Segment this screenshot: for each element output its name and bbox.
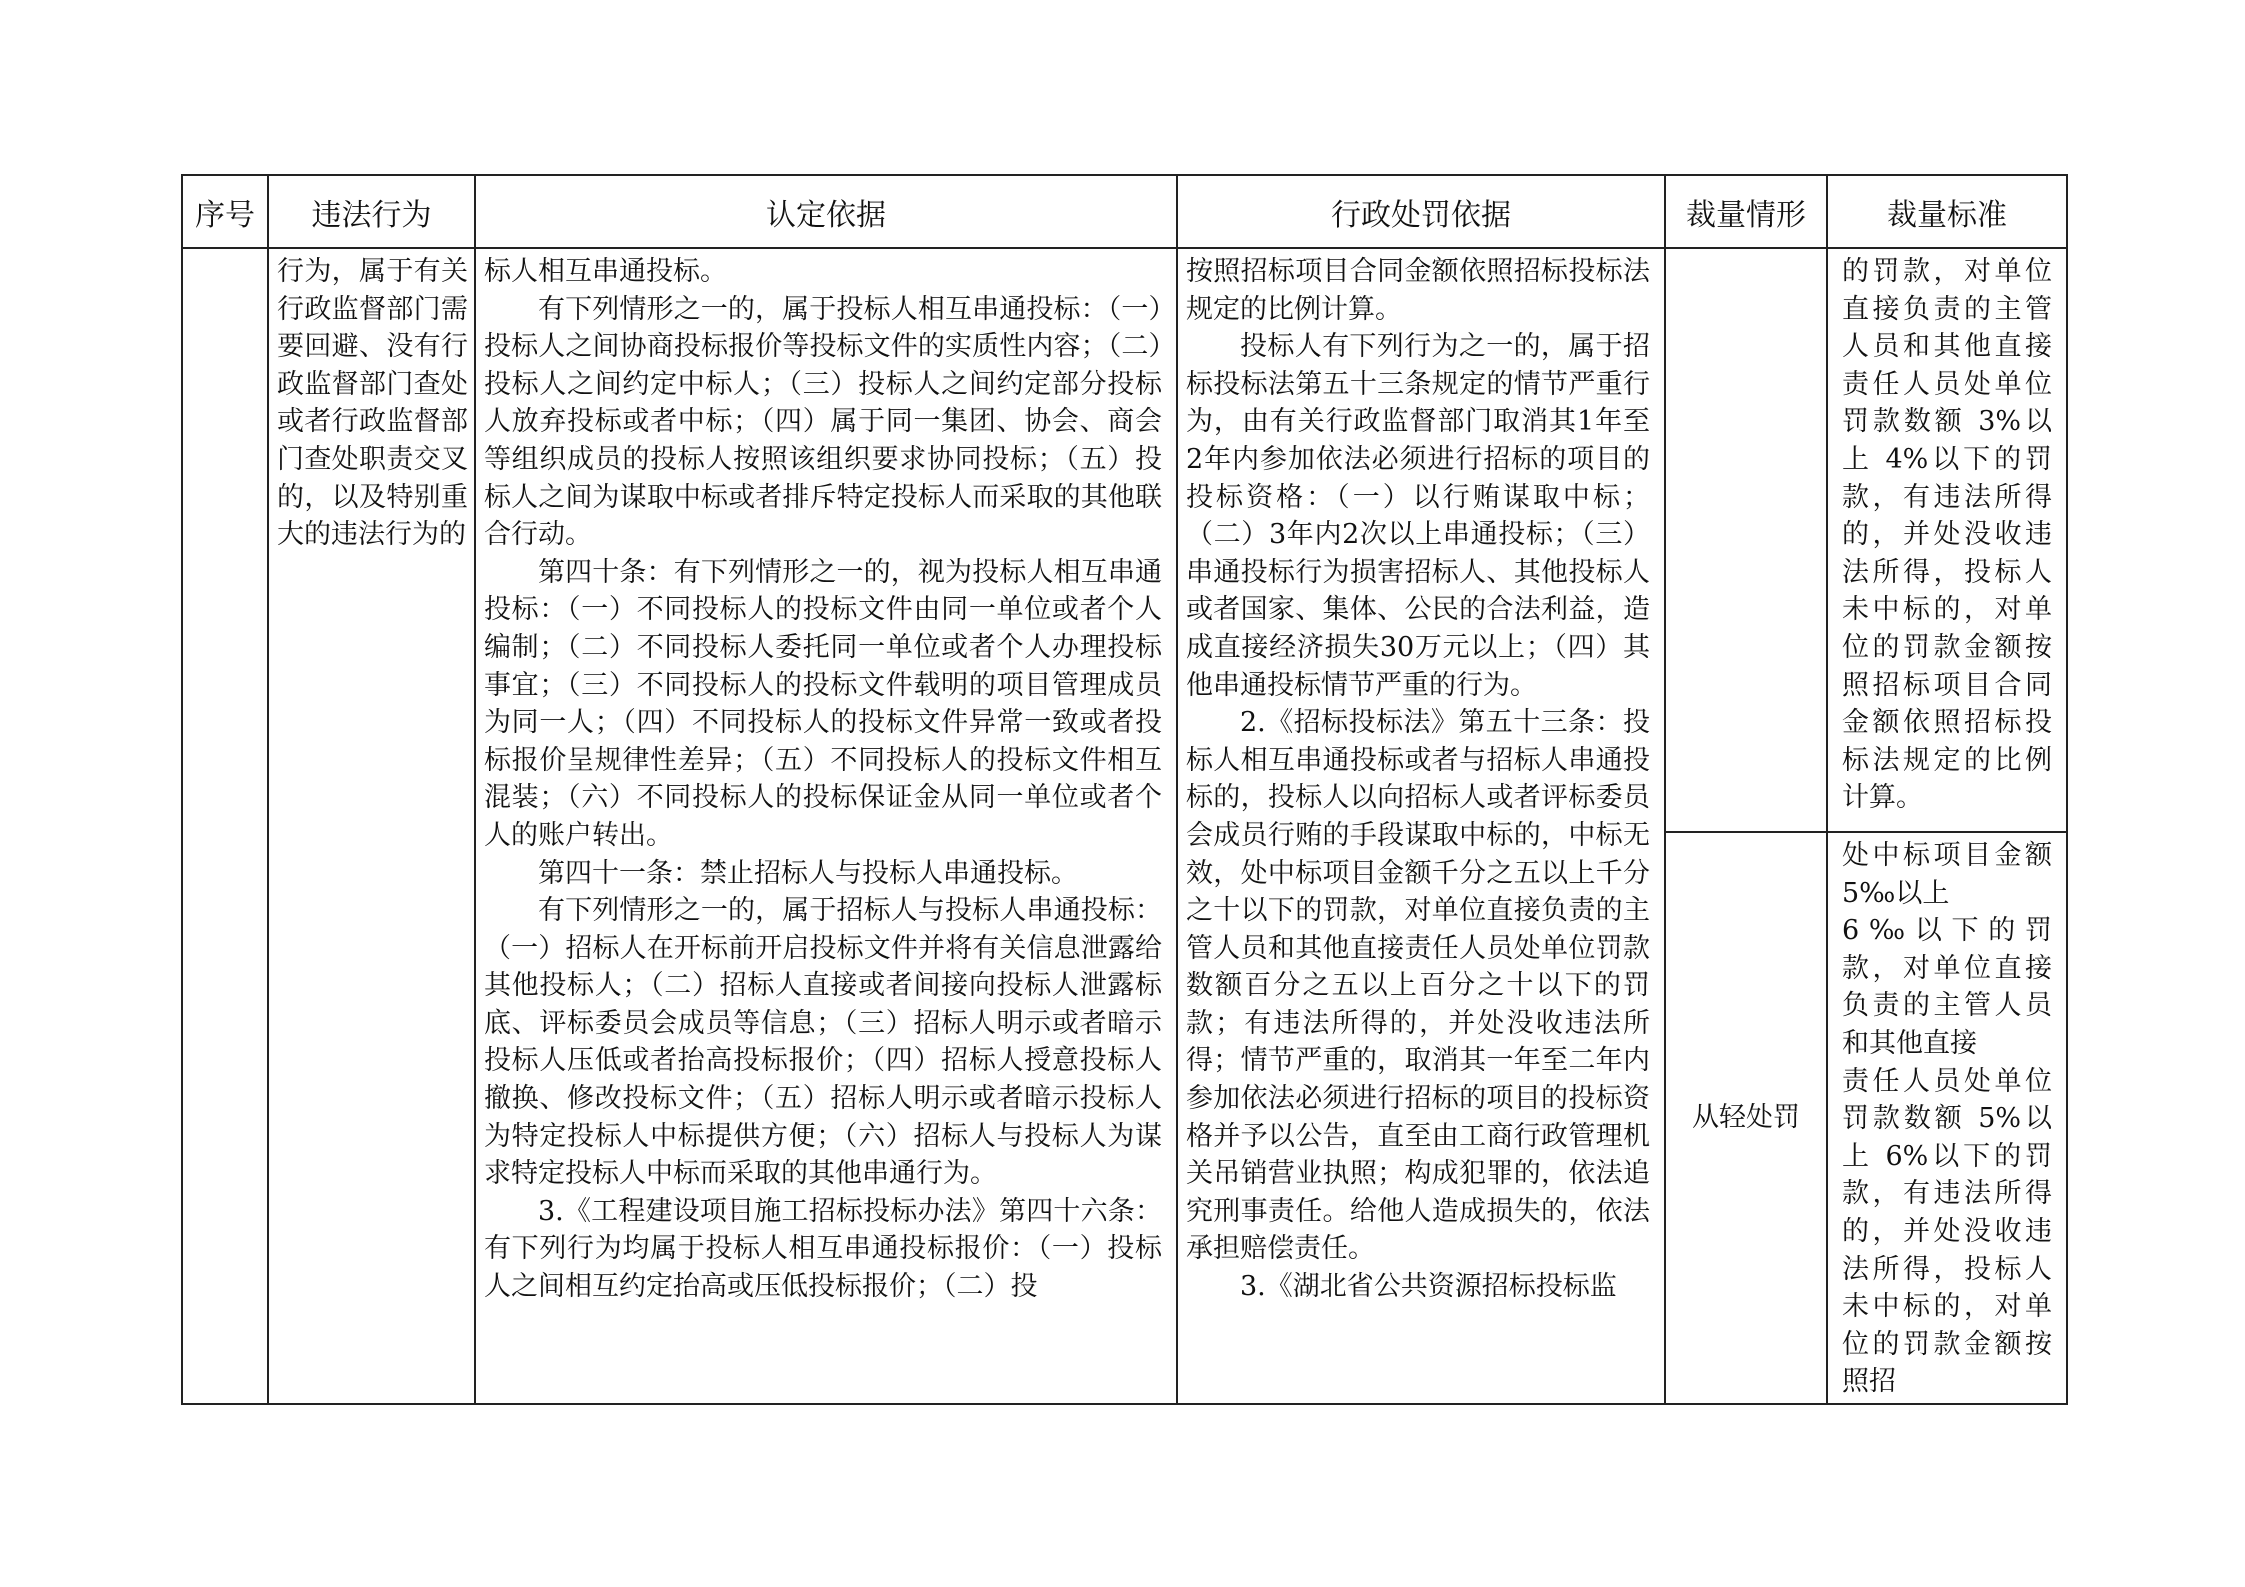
basis-paragraph: 标人相互串通投标。	[484, 256, 727, 287]
standard-bottom-line: 处中标项目金额 5‰以上	[1842, 840, 2052, 909]
penalty-paragraph: 3.《湖北省公共资源招标投标监	[1240, 1271, 1617, 1303]
cell-situation-mitigated: 从轻处罚	[1665, 832, 1827, 1404]
header-penalty-basis: 行政处罚依据	[1177, 175, 1665, 248]
penalty-discretion-table	[181, 174, 2068, 1405]
standard-bottom-line: 6‰以下的罚款，对单位直接负责的主管人员和其他直接	[1842, 915, 2052, 1059]
cell-situation-top	[1665, 248, 1827, 832]
basis-paragraph: 第四十条：有下列情形之一的，视为投标人相互串通投标：（一）不同投标人的投标文件由同一单位或者个人编制；（二）不同投标人委托同一单位或者个人办理投标事宜；（三）不同投标人的投标文件载明的项目管理成员为同一人；（四）不同投标人的投标文件异常一致或者投标报价呈规律性差异；（五）不同投标人的投标文件相互混装；（六）不同投标人的投标保证金从同一单位或者个人的账户转出。	[484, 556, 1162, 851]
header-basis: 认定依据	[475, 175, 1177, 248]
cell-seq	[182, 248, 268, 1404]
cell-penalty-basis	[1177, 248, 1665, 1404]
basis-paragraph: 有下列情形之一的，属于投标人相互串通投标：（一）投标人之间协商投标报价等投标文件的实质性内容；（二）投标人之间约定中标人；（三）投标人之间约定部分投标人放弃投标或者中标；（四）属于同一集团、协会、商会等组织成员的投标人按照该组织要求协同投标；（五）投标人之间为谋取中标或者排斥特定投标人而采取的其他联合行动。	[484, 293, 1162, 551]
header-situation: 裁量情形	[1665, 175, 1827, 248]
cell-standard-top	[1827, 248, 2067, 832]
cell-basis	[475, 248, 1177, 1404]
table-row	[182, 248, 2067, 832]
cell-violation	[268, 248, 475, 1404]
table-header-row	[182, 175, 2067, 248]
cell-standard-bottom	[1827, 832, 2067, 1404]
basis-paragraph: 第四十一条：禁止招标人与投标人串通投标。	[538, 857, 1078, 889]
violation-text: 行为，属于有关行政监督部门需要回避、没有行政监督部门查处或者行政监督部门查处职责交叉的，以及特别重大的违法行为的	[277, 256, 468, 551]
standard-bottom-line: 责任人员处单位罚款数额 5%以上 6%以下的罚款，有违法所得的，并处没收违法所得，投标人未中标的，对单位的罚款金额按照招	[1842, 1065, 2052, 1398]
penalty-paragraph: 按照招标项目合同金额依照招标投标法规定的比例计算。	[1186, 256, 1650, 325]
penalty-paragraph: 2.《招标投标法》第五十三条：投标人相互串通投标或者与招标人串通投标的，投标人以向招标人或者评标委员会成员行贿的手段谋取中标的，中标无效，处中标项目金额千分之五以上千分之十以下的罚款，对单位直接负责的主管人员和其他直接责任人员处单位罚款数额百分之五以上百分之十以下的罚款；有违法所得的，并处没收违法所得；情节严重的，取消其一年至二年内参加依法必须进行招标的项目的投标资格并予以公告，直至由工商行政管理机关吊销营业执照；构成犯罪的，依法追究刑事责任。给他人造成损失的，依法承担赔偿责任。	[1186, 707, 1650, 1265]
header-violation: 违法行为	[268, 175, 475, 248]
header-seq: 序号	[182, 175, 268, 248]
basis-paragraph: 3.《工程建设项目施工招标投标办法》第四十六条：有下列行为均属于投标人相互串通投标报价：（一）投标人之间相互约定抬高或压低投标报价；（二）投	[484, 1195, 1162, 1303]
basis-paragraph: 有下列情形之一的，属于招标人与投标人串通投标：（一）招标人在开标前开启投标文件并将有关信息泄露给其他投标人；（二）招标人直接或者间接向投标人泄露标底、评标委员会成员等信息；（三）招标人明示或者暗示投标人压低或者抬高投标报价；（四）招标人授意投标人撤换、修改投标文件；（五）招标人明示或者暗示投标人为特定投标人中标提供方便；（六）招标人与投标人为谋求特定投标人中标而采取的其他串通行为。	[484, 895, 1162, 1190]
standard-top-text: 的罚款，对单位直接负责的主管人员和其他直接责任人员处单位罚款数额 3%以上 4%以下的罚款，有违法所得的，并处没收违法所得，投标人未中标的，对单位的罚款金额按照招标项目合同金额依照招标投标法规定的比例计算。	[1842, 256, 2052, 814]
penalty-paragraph: 投标人有下列行为之一的，属于招标投标法第五十三条规定的情节严重行为，由有关行政监督部门取消其1年至2年内参加依法必须进行招标的项目的投标资格：（一）以行贿谋取中标；（二）3年内2次以上串通投标；（三）串通投标行为损害招标人、其他投标人或者国家、集体、公民的合法利益，造成直接经济损失30万元以上；（四）其他串通投标情节严重的行为。	[1186, 331, 1650, 701]
header-standard: 裁量标准	[1827, 175, 2067, 248]
